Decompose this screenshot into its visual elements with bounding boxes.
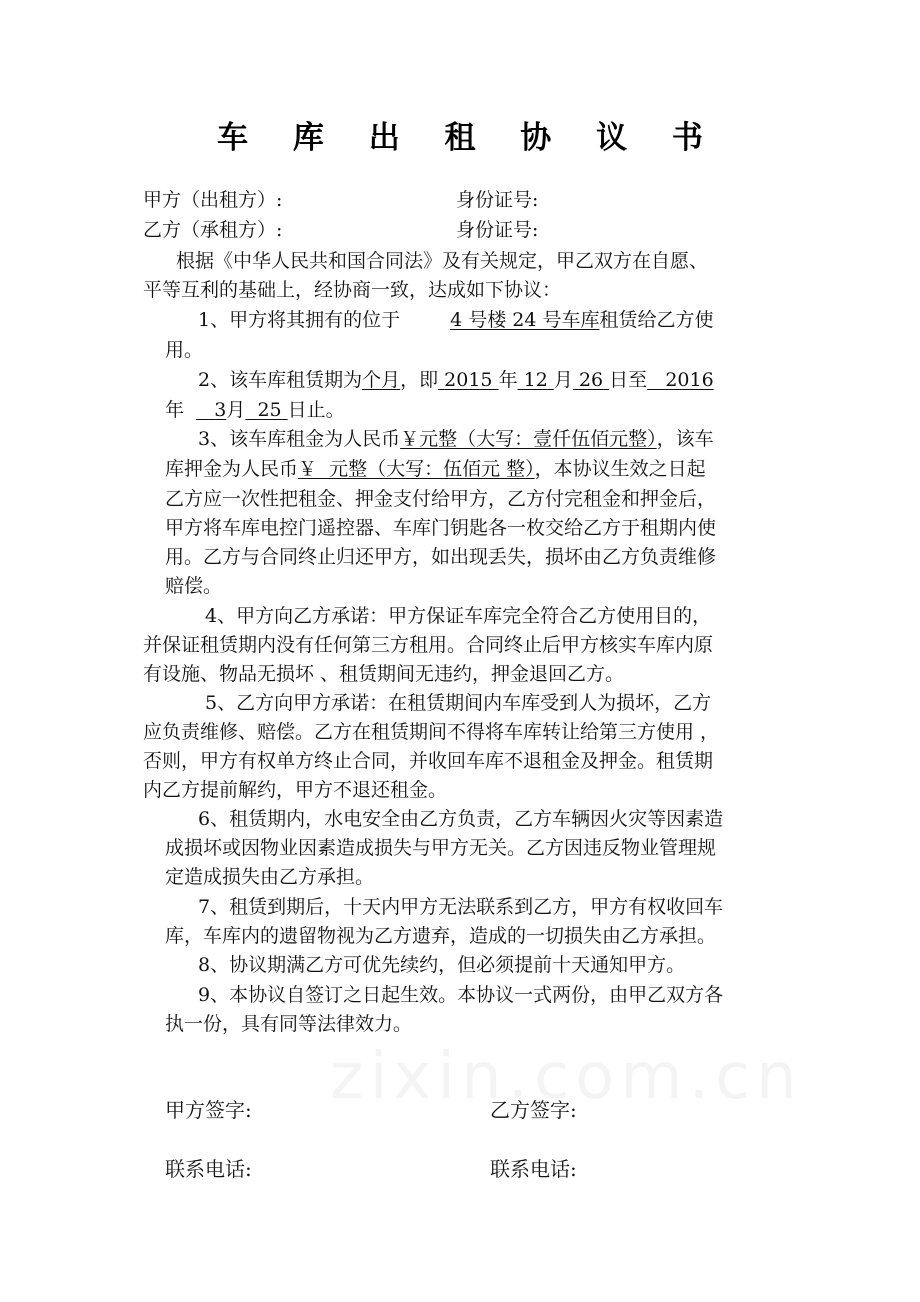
clause-5-line: 5、乙方向甲方承诺：在租赁期间内车库受到人为损坏，乙方: [205, 692, 712, 714]
document-title: 车 库 出 租 协 议 书: [217, 120, 720, 156]
clause-3-line2: [165, 456, 706, 482]
month-char: 月: [553, 369, 573, 391]
clause-3-line: 乙方应一次性把租金、押金支付给甲方，乙方付完租金和押金后，: [165, 488, 717, 510]
clause-4-line: 有设施、物品无损坏 、租赁期间无违约，押金退回乙方。: [143, 663, 625, 685]
clause-3-text: [198, 426, 714, 452]
clause-6-line: 成损坏或因物业因素造成损失与甲方无关。乙方因违反物业管理规: [165, 837, 717, 859]
start-day: 26: [578, 369, 604, 391]
clause-3-line: 用。乙方与合同终止归还甲方，如出现丢失，损坏由乙方负责维修: [165, 546, 717, 568]
clause-9-line: 9、本协议自签订之日起生效。本协议一式两份，由甲乙双方各: [198, 984, 724, 1006]
intro-line: 平等互利的基础上，经协商一致，达成如下协议：: [143, 279, 562, 301]
clause-7-line: 库，车库内的遗留物视为乙方遗弃，造成的一切损失由乙方承担。: [165, 925, 717, 947]
party-b-phone-label: 联系电话:: [490, 1157, 577, 1181]
clause-2-text: [198, 367, 714, 393]
clause-2-pre: 2、该车库租赁期为: [198, 369, 363, 391]
end-day: 25: [257, 399, 282, 421]
rent-amount: ￥元整（大写：壹仟伍佰元整）: [400, 428, 657, 450]
clause-3-line: 赔偿。: [165, 575, 223, 597]
start-month: 12: [523, 369, 548, 391]
party-a-phone-label: 联系电话:: [165, 1157, 252, 1181]
clause-5-line: 应负责维修、赔偿。乙方在租赁期间不得将车库转让给第三方使用 ，: [143, 721, 720, 743]
clause-2-line2: [165, 397, 345, 423]
month-char: 月: [226, 399, 246, 421]
year-char: 年: [498, 369, 518, 391]
clause-6-line: 定造成损失由乙方承担。: [165, 866, 375, 888]
lease-period: 个月: [362, 369, 401, 391]
clause-3-line: 甲方将车库电控门遥控器、车库门钥匙各一枚交给乙方于租期内使: [165, 517, 717, 539]
clause-1-post: 租赁给乙方使: [599, 309, 714, 331]
party-b-label: 乙方（承租方）:: [143, 219, 283, 241]
clause-6-line: 6、租赁期内，水电安全由乙方负责，乙方车辆因火灾等因素造: [198, 808, 724, 830]
clause-8-line: 8、协议期满乙方可优先续约，但必须提前十天通知甲方。: [198, 954, 686, 976]
clause-5-line: 内乙方提前解约，甲方不退还租金。: [143, 779, 448, 801]
end-char: 日止。: [287, 399, 345, 421]
clause-3-pre: 3、该车库租金为人民币: [198, 428, 401, 450]
clause-5-line: 否则，甲方有权单方终止合同，并收回车库不退租金及押金。租赁期: [143, 750, 714, 772]
clause-7-line: 7、租赁到期后，十天内甲方无法联系到乙方，甲方有权收回车: [198, 896, 724, 918]
clause-3-l2-post: ，本协议生效之日起: [534, 458, 706, 480]
end-year: 2016: [665, 369, 714, 391]
clause-3-l2-pre: 库押金为人民币: [165, 458, 299, 480]
start-year: 2015: [444, 369, 493, 391]
end-month: 3: [214, 399, 227, 421]
clause-3-post: ，该车: [656, 428, 714, 450]
clause-1-line2: 用。: [165, 339, 204, 361]
deposit-amount: ￥ 元整（大写：伍佰元 整）: [298, 458, 535, 480]
clause-1-text: [198, 307, 714, 333]
party-a-signature-label: 甲方签字:: [165, 1098, 252, 1122]
clause-4-line: 4、甲方向乙方承诺：甲方保证车库完全符合乙方使用目的，: [205, 605, 712, 627]
party-b-id-label: 身份证号:: [456, 219, 539, 241]
clause-1-pre: 1、甲方将其拥有的位于: [198, 309, 401, 331]
party-b-signature-label: 乙方签字:: [490, 1098, 577, 1122]
intro-line: 根据《中华人民共和国合同法》及有关规定，甲乙双方在自愿、: [176, 250, 709, 272]
to-char: 日至: [609, 369, 648, 391]
clause-9-line: 执一份，具有同等法律效力。: [165, 1013, 413, 1035]
clause-4-line: 并保证租赁期内没有任何第三方租用。合同终止后甲方核实车库内原: [143, 634, 714, 656]
party-a-label: 甲方（出租方）:: [143, 189, 283, 211]
clause-2-mid: ，即: [400, 369, 439, 391]
year-char: 年: [165, 399, 185, 421]
party-a-id-label: 身份证号:: [456, 189, 539, 211]
garage-location: 4 号楼 24 号车库: [450, 309, 600, 331]
